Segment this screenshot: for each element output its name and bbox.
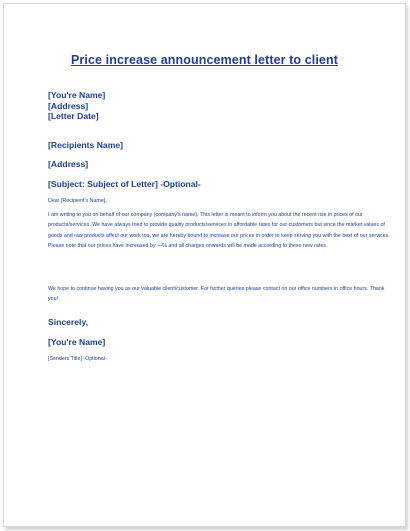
recipient-address: [Address] [48,159,89,169]
closing: Sincerely, [48,317,88,327]
letter-date: [Letter Date] [48,111,99,121]
signature-title: [Senders Title] -Optional- [48,356,107,362]
recipient-name: [Recipients Name] [48,140,123,150]
sender-block [48,90,105,122]
body-paragraph-2: We hope to continue having you as our valuable client/customer. For further queries please contact on our office numbers in office hours. Thank you! [48,286,385,303]
body-paragraph-1: I am writing to you on behalf of our company (company's name). This letter is meant to inform you about the recent rise in prices of our products/services. We have always tried to provide quality products/services in affordable rates for our customers but since the market values of goods and raw products affect our work too, we are hereby bound to increase our prices in order to keep serving you with the best of our services. Please note that our prices have increased by —% and all charges onwards will be made according to these new rates. [48,212,390,250]
subject-line: [Subject: Subject of Letter] -Optional- [48,179,201,189]
letter-page [3,3,406,527]
salutation: Dear [Recipient's Name], [48,198,107,204]
sender-address: [Address] [48,100,89,111]
sender-name: [You're Name] [48,90,106,100]
signature-name: [You're Name] [48,337,106,347]
letter-title: Price increase announcement letter to client [71,53,338,67]
